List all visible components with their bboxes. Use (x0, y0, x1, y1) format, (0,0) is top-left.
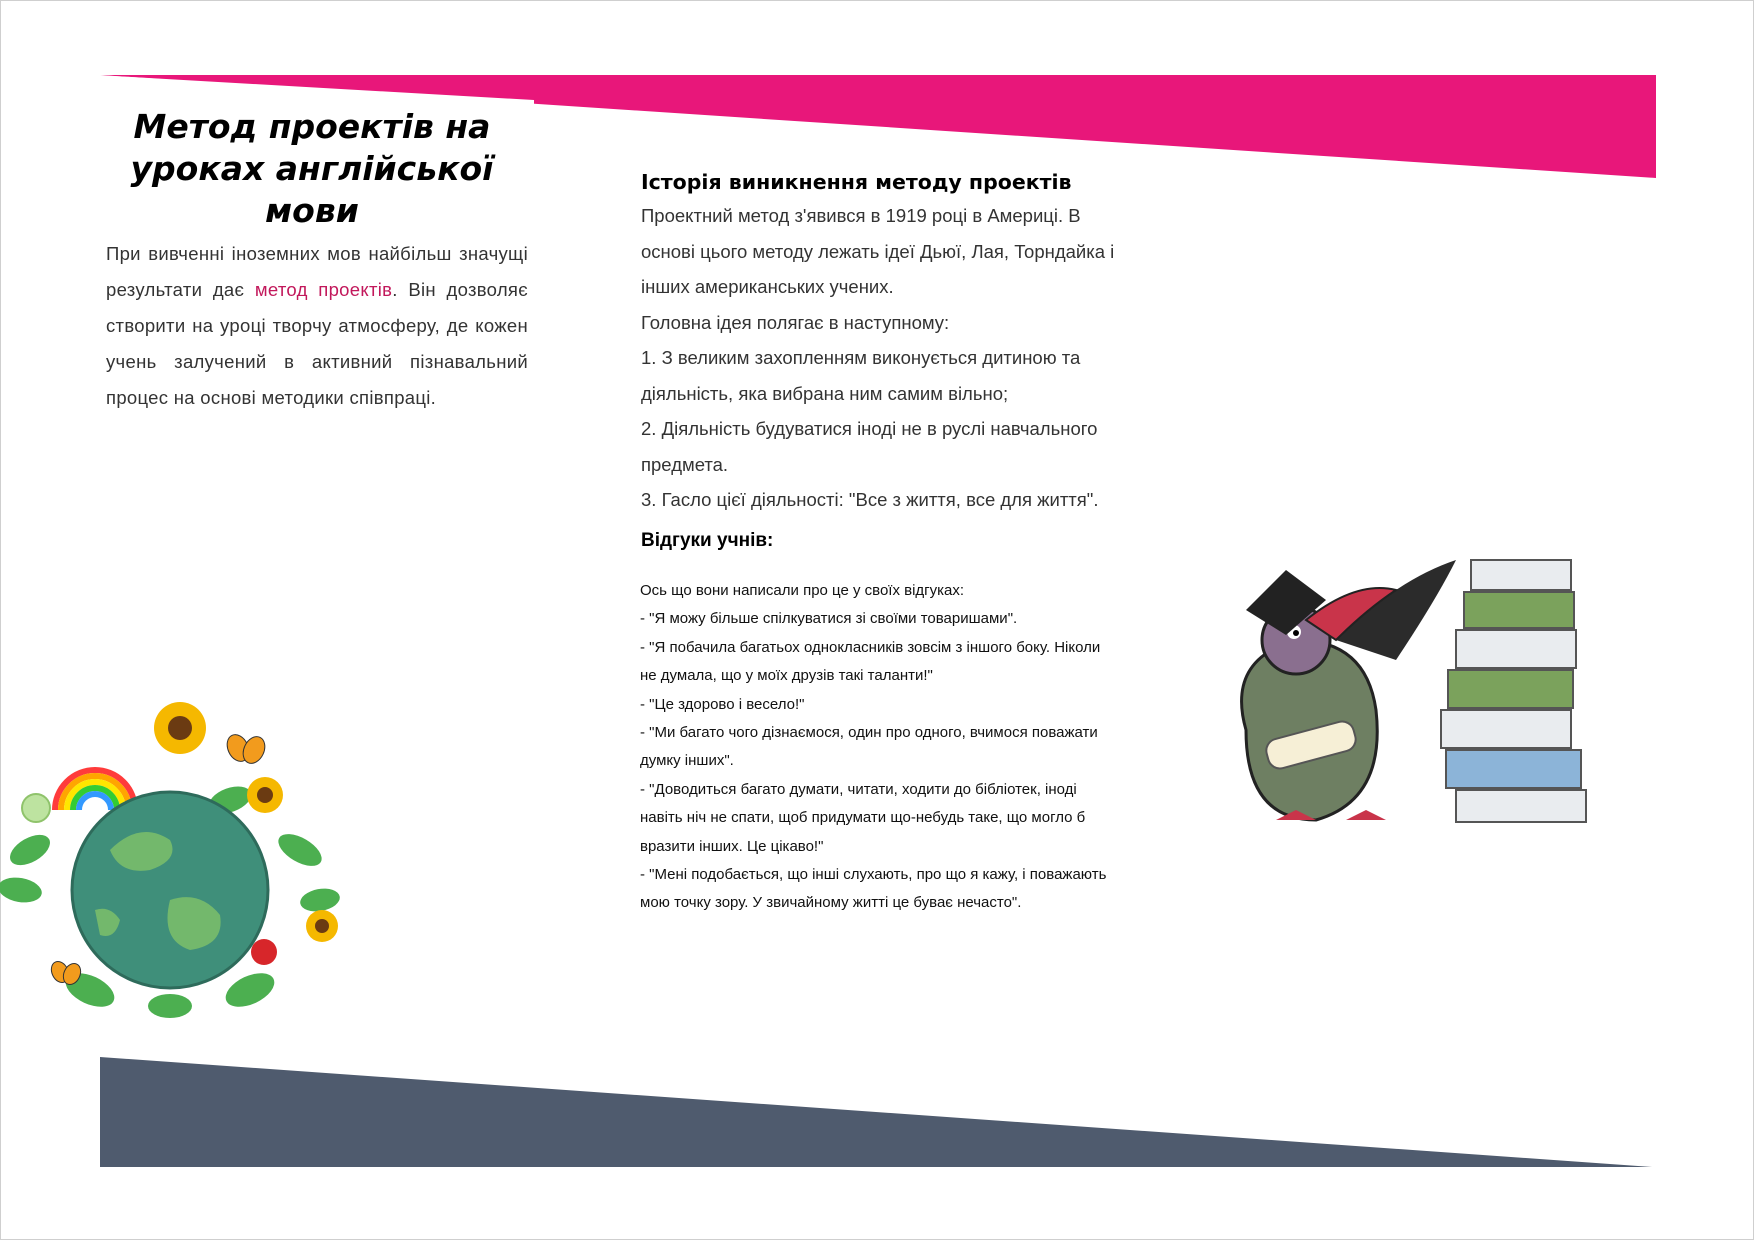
intro-paragraph (106, 236, 528, 416)
apple-icon (251, 939, 277, 965)
sunflower-icon (306, 910, 338, 942)
review-line: - "Це здорово і весело!" (640, 695, 805, 713)
history-paragraph: 1. З великим захопленням виконується дитиною та діяльність, яка вибрана ним самим вільно; (641, 347, 1081, 404)
title-line-1: Метод проектів на (133, 107, 491, 146)
history-paragraph: 2. Діяльність будуватися іноді не в руслі навчального предмета. (641, 418, 1098, 475)
history-paragraph: 3. Гасло цієї діяльності: "Все з життя, все для життя". (641, 489, 1099, 510)
reviews-body (640, 577, 1115, 918)
history-heading: Історія виникнення методу проектів (641, 170, 1072, 194)
footer-band-shape (100, 1057, 1652, 1167)
intro-highlight: метод проектів (254, 279, 393, 300)
earth-illustration (0, 690, 360, 1030)
review-line: - "Я побачила багатьох однокласників зовсім з іншого боку. Ніколи не думала, що у моїх друзів такі таланти!" (640, 638, 1101, 685)
review-line: Ось що вони написали про це у своїх відгуках: (640, 582, 965, 599)
sunflower-icon (247, 777, 283, 813)
title-line-2: уроках англійської мови (130, 149, 494, 230)
sunflower-icon (154, 702, 206, 754)
history-body (641, 198, 1121, 518)
intro-text-before: При вивченні іноземних мов найбільш значущі результати дає (106, 243, 528, 300)
review-line: - "Доводиться багато думати, читати, ходити до бібліотек, іноді навіть ніч не спати, щоб придумати що-небудь таке, що могло б вразити інших. Це цікаво!" (640, 780, 1086, 855)
bubble-icon (22, 794, 50, 822)
reviews-heading: Відгуки учнів: (641, 530, 774, 551)
bird-illustration (1186, 540, 1606, 850)
bird-icon (1242, 560, 1456, 820)
review-line: - "Мені подобається, що інші слухають, про що я кажу, і поважають мою точку зору. У звичайному житті це буває нечасто". (640, 866, 1107, 912)
book-stack-icon (1441, 560, 1586, 822)
history-paragraph: Головна ідея полягає в наступному: (641, 311, 950, 333)
review-line: - "Я можу більше спілкуватися зі своїми товаришами". (640, 610, 1018, 628)
history-paragraph: Проектний метод з'явився в 1919 році в Америці. В основі цього методу лежать ідеї Дьюї, Лая, Торндайка і інших американських учених. (641, 205, 1115, 297)
page-title (96, 106, 528, 232)
intro-text-after: . Він дозволяє створити на уроці творчу атмосферу, де кожен учень залучений в активний пізнавальний процес на основі методики співпраці. (106, 279, 528, 408)
review-line: - "Ми багато чого дізнаємося, один про одного, вчимося поважати думку інших". (640, 724, 1098, 770)
butterfly-icon (223, 731, 269, 767)
